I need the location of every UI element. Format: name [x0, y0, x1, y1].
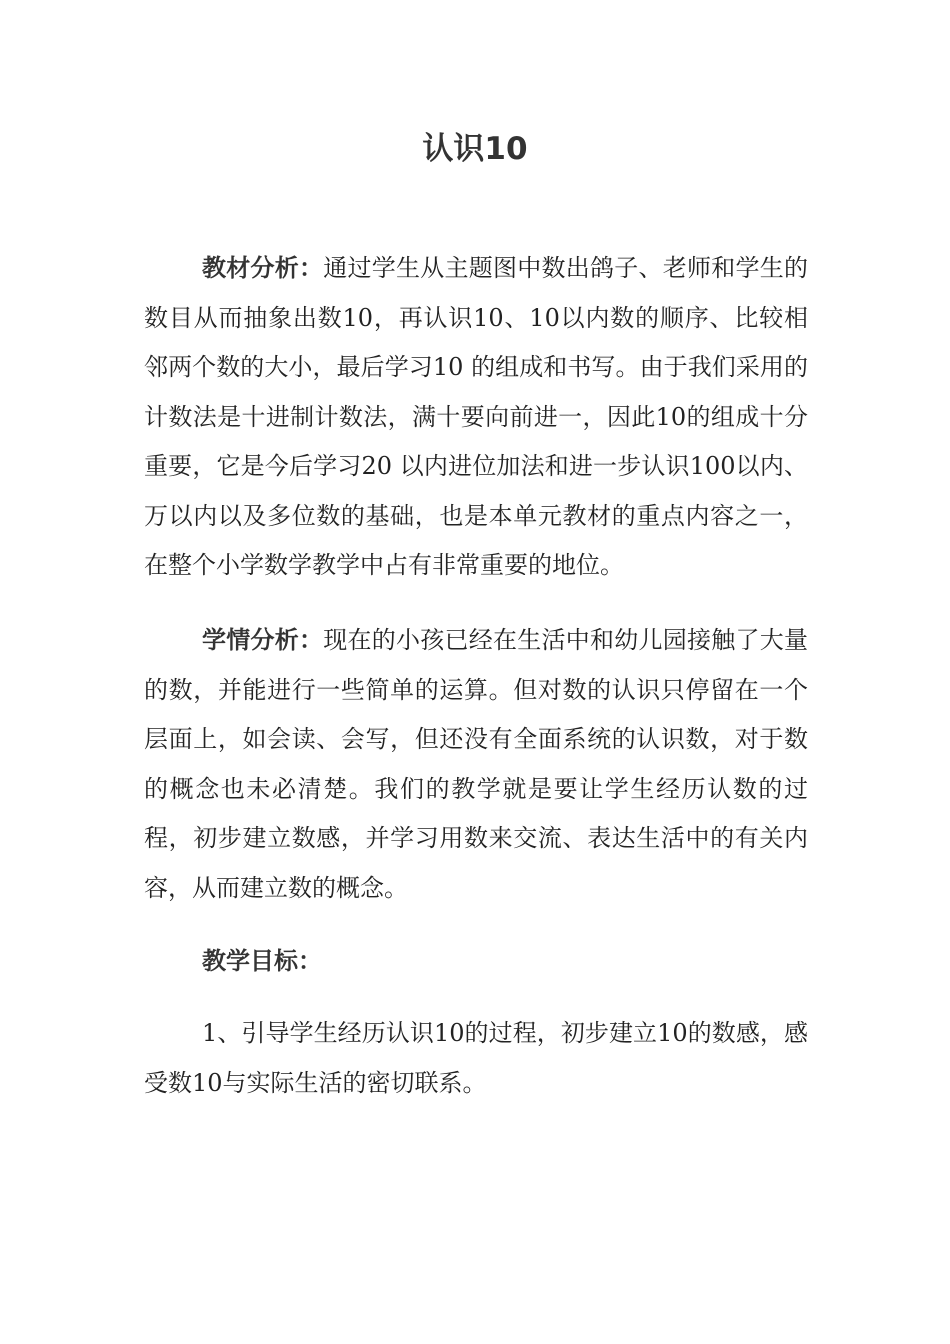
- textbook-analysis-paragraph: [144, 244, 808, 591]
- teaching-goals-heading: [144, 937, 808, 987]
- student-analysis-text: 现在的小孩已经在生活中和幼儿园接触了大量的数，并能进行一些简单的运算。但对数的认识只停留在一个层面上，如会读、会写，但还没有全面系统的认识数，对于数的概念也未必清楚。我们的教学就是要让学生经历认数的过程，初步建立数感，并学习用数来交流、表达生活中的有关内容，从而建立数的概念。: [144, 626, 808, 902]
- student-analysis-paragraph: [144, 616, 808, 913]
- goal-item-1-text: 1、引导学生经历认识10的过程，初步建立10的数感，感受数10与实际生活的密切联系。: [144, 1019, 808, 1097]
- document-title: 认识10: [422, 131, 528, 167]
- goal-item-1: [144, 1009, 808, 1108]
- teaching-goals-label: 教学目标：: [202, 947, 322, 975]
- textbook-analysis-text: 通过学生从主题图中数出鸽子、老师和学生的数目从而抽象出数10，再认识10、10以内数的顺序、比较相邻两个数的大小，最后学习10 的组成和书写。由于我们采用的计数法是十进制计数法，满十要向前进一，因此10的组成十分重要，它是今后学习20 以内进位加法和进一步认识100以内、万以内以及多位数的基础，也是本单元教材的重点内容之一，在整个小学数学教学中占有非常重要的地位。: [144, 254, 808, 579]
- textbook-analysis-label: 教材分析：: [202, 254, 324, 282]
- student-analysis-label: 学情分析：: [202, 626, 324, 654]
